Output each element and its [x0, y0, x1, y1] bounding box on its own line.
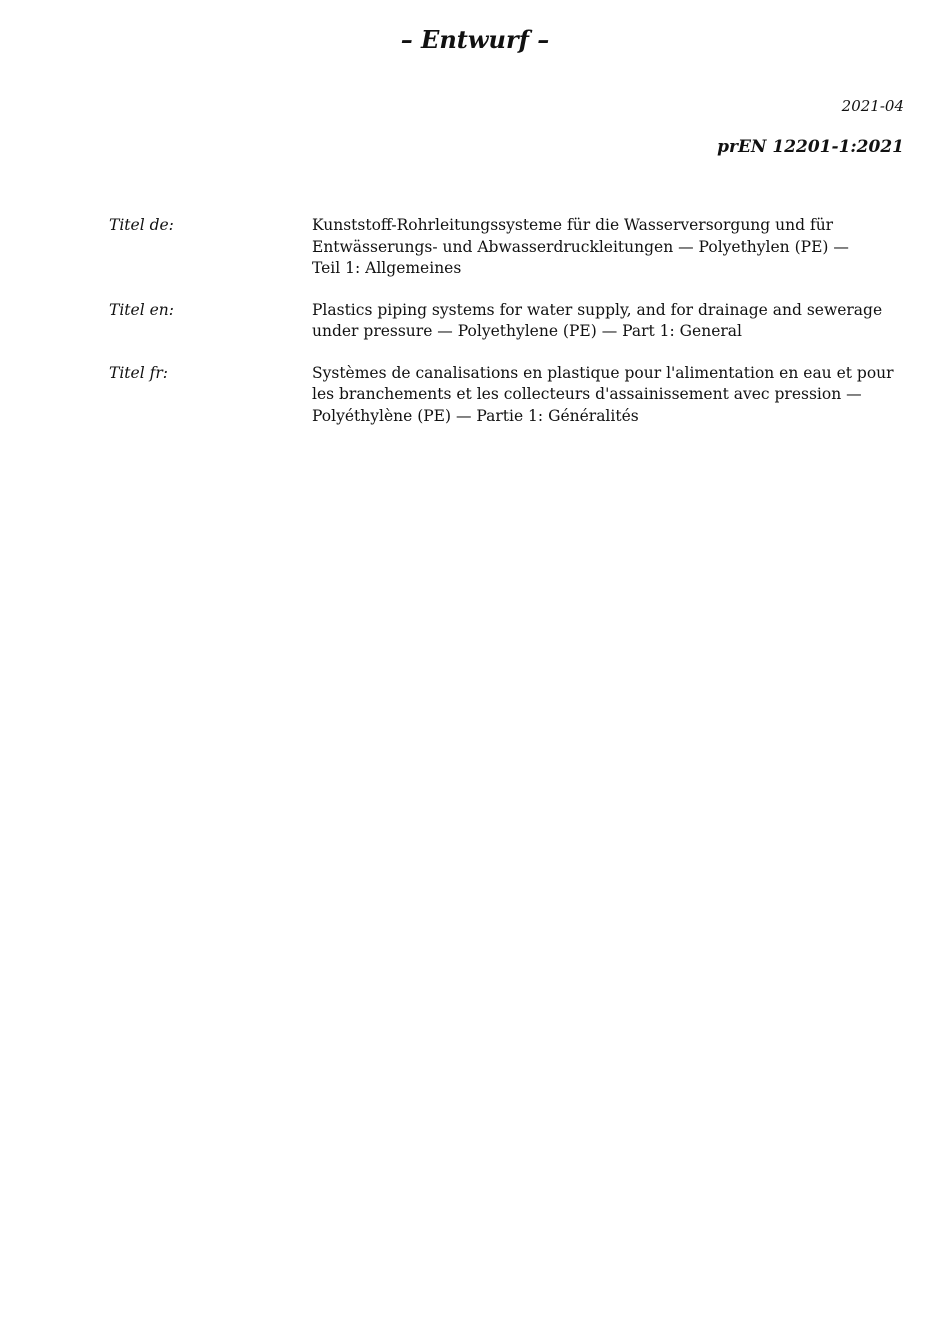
title-line: Entwässerungs- und Abwasserdruckleitungen — Polyethylen (PE) — [312, 237, 849, 256]
title-label-de: Titel de: [109, 216, 174, 234]
title-line: Kunststoff-Rohrleitungssysteme für die Wasserversorgung und für [312, 216, 834, 234]
document-number: prEN 12201-1:2021 [717, 137, 904, 157]
title-text-fr [312, 363, 899, 428]
title-line: Systèmes de canalisations en plastique pour l'alimentation en eau et pour [312, 363, 894, 382]
title-line: Plastics piping systems for water supply, and for drainage and sewerage [312, 300, 883, 319]
titles-table [109, 215, 899, 447]
title-row-de [109, 215, 899, 280]
title-line: les branchements et les collecteurs d'assainissement avec pression — [312, 385, 862, 403]
title-text-de [312, 215, 899, 280]
title-text-en [312, 300, 899, 343]
title-line: Polyéthylène (PE) — Partie 1: Généralités [312, 406, 639, 425]
title-line: under pressure — Polyethylene (PE) — Part 1: General [312, 322, 742, 340]
title-row-en [109, 300, 899, 343]
title-line: Teil 1: Allgemeines [312, 259, 462, 277]
document-date: 2021-04 [841, 97, 904, 115]
draft-heading: – Entwurf – [400, 25, 550, 54]
title-label-en: Titel en: [109, 300, 174, 319]
title-label-fr: Titel fr: [109, 363, 168, 382]
title-row-fr [109, 363, 899, 428]
